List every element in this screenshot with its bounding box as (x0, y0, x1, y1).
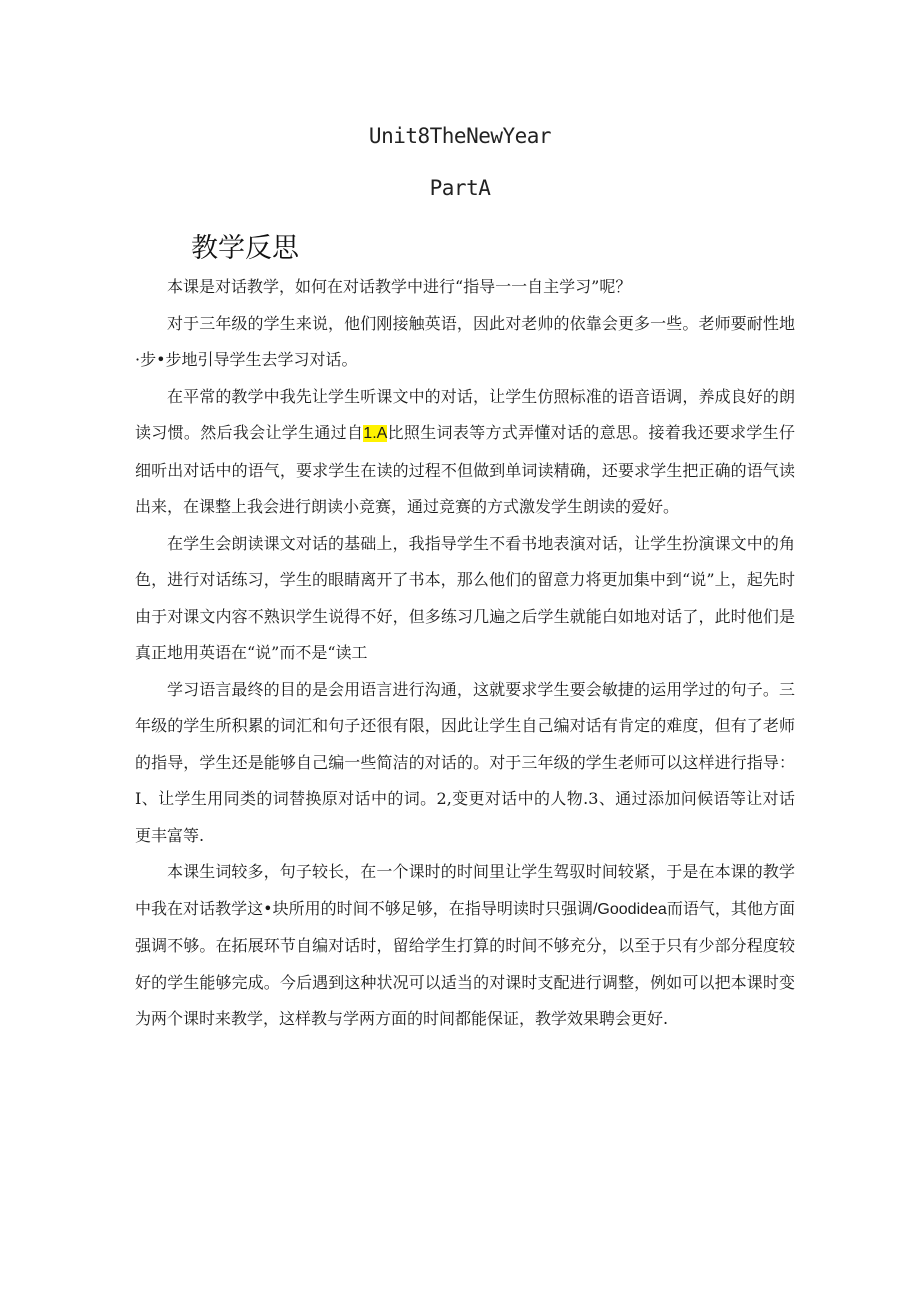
paragraph-3-text-b: 比照生词表等方式弄懂对话的意思。接着我还要求学生仔细听出对话中的语气，要求学生在读的过程不但做到单词读精确，还要求学生把正确的语气读出来，在课整上我会进行朗读小竞赛，通过竞赛的方式激发学生朗读的爱好。 (135, 423, 795, 516)
paragraph-1 (135, 269, 795, 306)
paragraph-2-text: 对于三年级的学生来说，他们刚接触英语，因此对老帅的依靠会更多一些。老师要耐性地·步•步地引导学生去学习对话。 (135, 313, 795, 369)
paragraph-6-text-a: 本课生词较多，句子较长，在一个课时的时间里让学生驾驭时间较紧，于是在本课的教学中我在对话教学这•块所用的时间不够足够，在指导明读时只强调 (135, 862, 795, 918)
paragraph-4 (135, 526, 795, 672)
paragraph-1-text: 本课是对话教学，如何在对话教学中进行“指导一一自主学习”呢？ (167, 277, 632, 296)
paragraph-4-text: 在学生会朗读课文对话的基础上，我指导学生不看书地表演对话，让学生扮演课文中的角色，进行对话练习，学生的眼睛离开了书本，那么他们的留意力将更加集中到“说”上，起先时由于对课文内容不熟识学生说得不好，但多练习几遍之后学生就能白如地对话了，此时他们是真正地用英语在“说”而不是“读工 (135, 533, 795, 662)
reflection-body (135, 269, 795, 1038)
highlighted-text: 1.A (363, 425, 388, 442)
paragraph-3 (135, 379, 795, 526)
section-heading: 教学反思 (191, 233, 299, 264)
paragraph-6-english: /Goodidea (592, 900, 667, 918)
unit-title: Unit8TheNewYear (368, 124, 552, 148)
paragraph-5-text: 学习语言最终的目的是会用语言进行沟通，这就要求学生要会敏捷的运用学过的句子。三年级的学生所积累的词汇和句子还很有限，因此让学生自己编对话有肯定的难度，但有了老师的指导，学生还是能够自己编一些简洁的对话的。对于三年级的学生老师可以这样进行指导：I、让学生用同类的词替换原对话中的词。2,变更对话中的人物.3、通过添加问候语等让对话更丰富等. (135, 679, 795, 845)
paragraph-5 (135, 672, 795, 855)
paragraph-2 (135, 306, 795, 379)
paragraph-6-text-b: 而语气，其他方面强调不够。在拓展环节自编对话时，留给学生打算的时间不够充分，以至于只有少部分程度较好的学生能够完成。今后遇到这种状况可以适当的对课时支配进行调整，例如可以把本课时变为两个课时来教学，这样教与学两方面的时间都能保证，教学效果聘会更好. (135, 898, 795, 1028)
paragraph-3-text-a: 在平常的教学中我先让学生听课文中的对话，让学生仿照标准的语音语调，养成良好的朗读习惯。然后我会让学生通过自 (135, 386, 795, 442)
paragraph-6 (135, 854, 795, 1038)
part-title: PartA (429, 176, 491, 200)
